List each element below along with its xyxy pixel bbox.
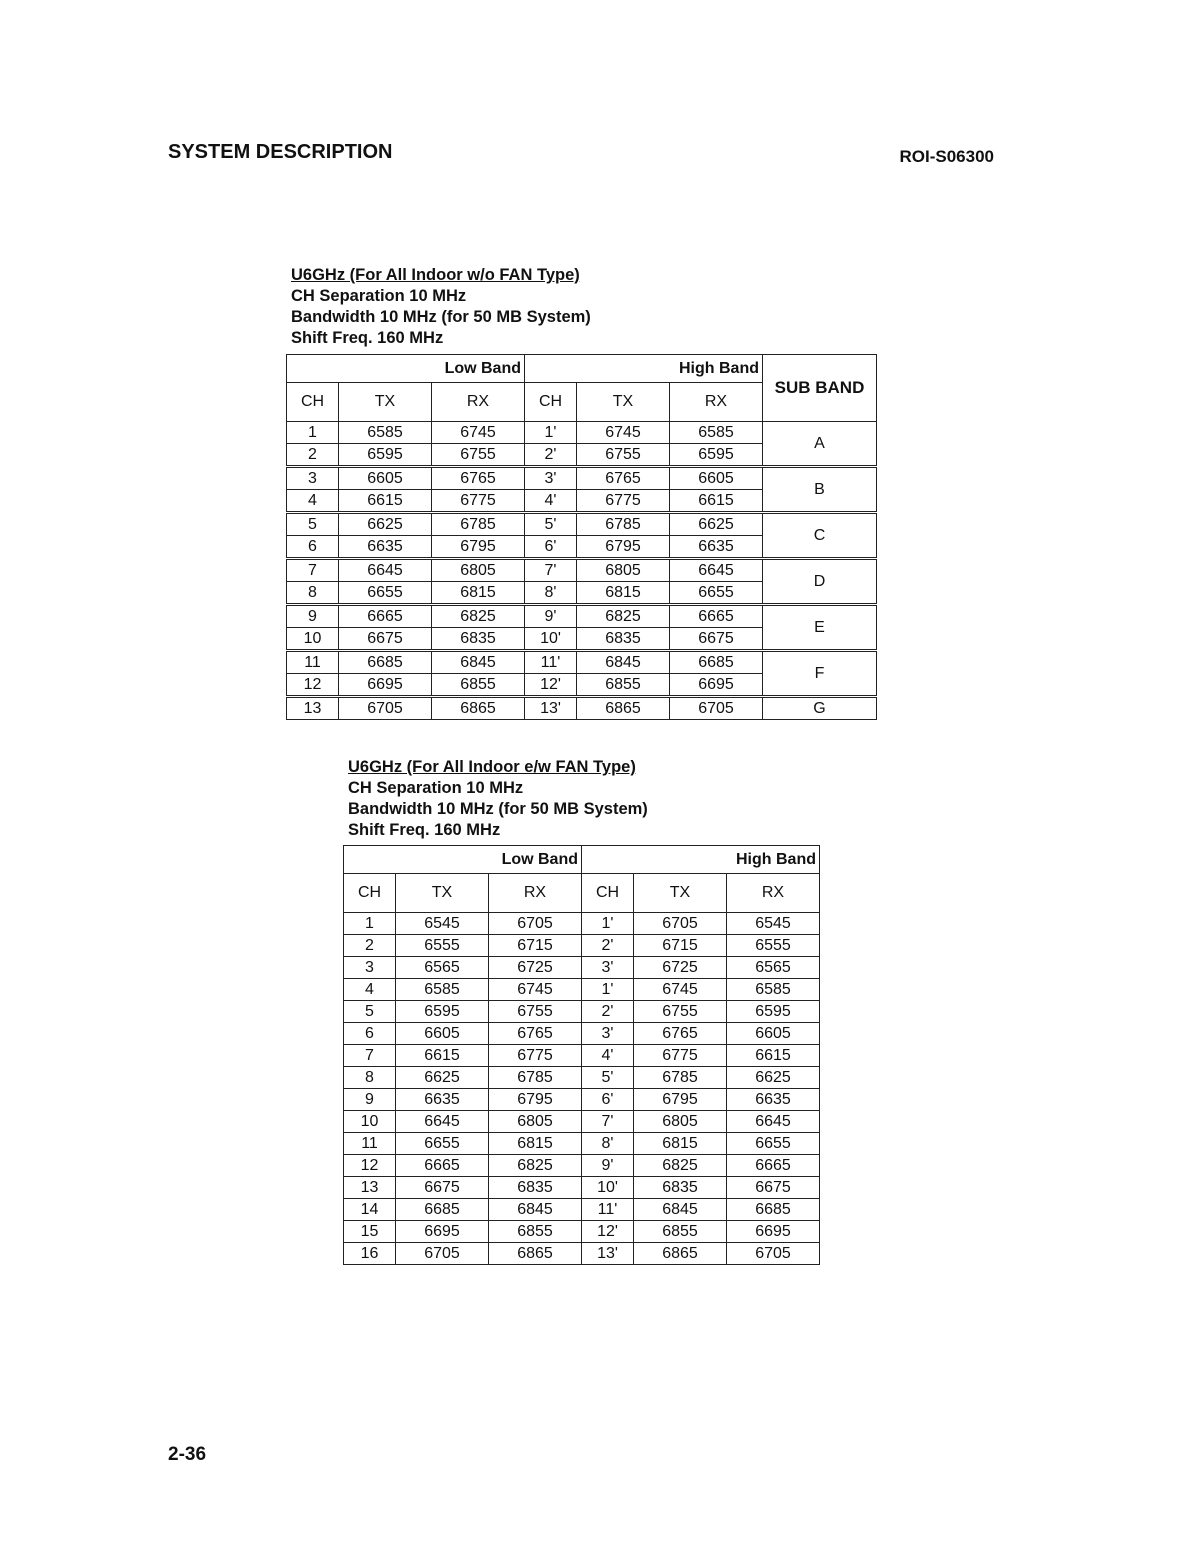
table-cell: 7 — [344, 1045, 396, 1067]
table-cell: 15 — [344, 1221, 396, 1243]
table-cell: 6675 — [727, 1177, 820, 1199]
table-cell: 9 — [344, 1089, 396, 1111]
table2-shift-freq: Shift Freq. 160 MHz — [348, 821, 501, 839]
table-cell: 6835 — [577, 628, 670, 651]
table-cell: 6775 — [432, 490, 525, 513]
table-cell: 8 — [287, 582, 339, 605]
table-cell: 6615 — [670, 490, 763, 513]
table-cell: 7' — [582, 1111, 634, 1133]
table-cell: 6625 — [727, 1067, 820, 1089]
band-header-row — [287, 355, 877, 383]
sub-band-cell: B — [763, 467, 877, 513]
table-cell: 6605 — [670, 467, 763, 490]
table-cell: 6655 — [670, 582, 763, 605]
column-header: RX — [489, 874, 582, 913]
table-cell: 13' — [525, 697, 577, 720]
column-header-row — [344, 874, 820, 913]
table-cell: 4' — [525, 490, 577, 513]
table-cell: 6635 — [727, 1089, 820, 1111]
table-cell: 6745 — [577, 422, 670, 444]
table-cell: 2' — [525, 444, 577, 467]
table-cell: 6655 — [727, 1133, 820, 1155]
table-cell: 11 — [344, 1133, 396, 1155]
table-cell: 12' — [582, 1221, 634, 1243]
high-band-header: High Band — [525, 355, 763, 383]
table-cell: 5 — [287, 513, 339, 536]
table-cell: 3' — [525, 467, 577, 490]
table1-shift-freq: Shift Freq. 160 MHz — [291, 329, 444, 347]
table-cell: 6705 — [396, 1243, 489, 1265]
table-cell: 11' — [582, 1199, 634, 1221]
table-cell: 16 — [344, 1243, 396, 1265]
table-cell: 6765 — [432, 467, 525, 490]
table-cell: 6825 — [432, 605, 525, 628]
table-cell: 6605 — [396, 1023, 489, 1045]
table-cell: 6785 — [489, 1067, 582, 1089]
table-cell: 7' — [525, 559, 577, 582]
table-row — [344, 1045, 820, 1067]
table-cell: 6605 — [339, 467, 432, 490]
table-cell: 6585 — [396, 979, 489, 1001]
table-cell: 6755 — [577, 444, 670, 467]
page-number: 2-36 — [168, 1444, 207, 1465]
sub-band-cell: A — [763, 422, 877, 467]
table-cell: 6545 — [727, 913, 820, 935]
table-cell: 6715 — [634, 935, 727, 957]
table-cell: 12 — [287, 674, 339, 697]
table-cell: 6845 — [489, 1199, 582, 1221]
table-cell: 6665 — [727, 1155, 820, 1177]
table-cell: 10 — [344, 1111, 396, 1133]
table2-ch-separation: CH Separation 10 MHz — [348, 779, 524, 797]
table-cell: 6615 — [727, 1045, 820, 1067]
table-cell: 6 — [287, 536, 339, 559]
table-row — [344, 1067, 820, 1089]
high-band-header: High Band — [582, 846, 820, 874]
table-cell: 6555 — [727, 935, 820, 957]
table-cell: 6855 — [577, 674, 670, 697]
table-cell: 6615 — [339, 490, 432, 513]
table-cell: 6855 — [432, 674, 525, 697]
table2-caption — [348, 757, 648, 841]
table-row — [287, 513, 877, 536]
table-cell: 6565 — [396, 957, 489, 979]
table-cell: 6815 — [432, 582, 525, 605]
table-row — [287, 605, 877, 628]
table-cell: 2' — [582, 1001, 634, 1023]
table-cell: 6795 — [634, 1089, 727, 1111]
table-row — [344, 1177, 820, 1199]
table-cell: 6725 — [634, 957, 727, 979]
table1-ch-separation: CH Separation 10 MHz — [291, 287, 467, 305]
table-cell: 14 — [344, 1199, 396, 1221]
sub-band-cell: C — [763, 513, 877, 559]
table-cell: 6685 — [727, 1199, 820, 1221]
sub-band-header: SUB BAND — [763, 355, 877, 422]
table-cell: 11' — [525, 651, 577, 674]
table-cell: 6765 — [577, 467, 670, 490]
table-cell: 6825 — [577, 605, 670, 628]
table-cell: 6765 — [634, 1023, 727, 1045]
table-cell: 6795 — [432, 536, 525, 559]
table2-title: U6GHz (For All Indoor e/w FAN Type) — [348, 758, 636, 776]
table-cell: 6645 — [727, 1111, 820, 1133]
table-cell: 6685 — [339, 651, 432, 674]
table-cell: 2' — [582, 935, 634, 957]
table-cell: 8' — [525, 582, 577, 605]
table-cell: 4' — [582, 1045, 634, 1067]
table-row — [344, 957, 820, 979]
table-cell: 3' — [582, 957, 634, 979]
table-cell: 6675 — [396, 1177, 489, 1199]
table-cell: 6815 — [577, 582, 670, 605]
low-band-header: Low Band — [344, 846, 582, 874]
table-cell: 9 — [287, 605, 339, 628]
table-cell: 6555 — [396, 935, 489, 957]
table-cell: 6585 — [339, 422, 432, 444]
table-cell: 6635 — [670, 536, 763, 559]
table-cell: 6655 — [339, 582, 432, 605]
table-cell: 6595 — [727, 1001, 820, 1023]
table-row — [344, 1023, 820, 1045]
table-cell: 6825 — [489, 1155, 582, 1177]
table-row — [344, 1199, 820, 1221]
table-cell: 6705 — [727, 1243, 820, 1265]
table-row — [344, 1133, 820, 1155]
table2-bandwidth: Bandwidth 10 MHz (for 50 MB System) — [348, 800, 648, 818]
table-cell: 6825 — [634, 1155, 727, 1177]
table-cell: 1' — [582, 913, 634, 935]
column-header: CH — [287, 383, 339, 422]
table-cell: 6675 — [339, 628, 432, 651]
column-header: CH — [344, 874, 396, 913]
table-cell: 6705 — [339, 697, 432, 720]
table-cell: 6805 — [432, 559, 525, 582]
table-cell: 1 — [287, 422, 339, 444]
table-cell: 6705 — [670, 697, 763, 720]
table-row — [287, 467, 877, 490]
table-row — [344, 913, 820, 935]
table-cell: 10' — [525, 628, 577, 651]
column-header: TX — [634, 874, 727, 913]
table-cell: 6795 — [577, 536, 670, 559]
table-row — [287, 422, 877, 444]
table-row — [287, 651, 877, 674]
table-cell: 6795 — [489, 1089, 582, 1111]
table-cell: 6745 — [634, 979, 727, 1001]
table-cell: 3 — [344, 957, 396, 979]
table-cell: 2 — [287, 444, 339, 467]
table-cell: 6745 — [432, 422, 525, 444]
table-cell: 6835 — [489, 1177, 582, 1199]
section-title: SYSTEM DESCRIPTION — [168, 141, 393, 163]
table-row — [287, 559, 877, 582]
channel-table-with-fan — [343, 845, 820, 1265]
table-cell: 6665 — [670, 605, 763, 628]
table-row — [344, 1111, 820, 1133]
table-cell: 6725 — [489, 957, 582, 979]
table-cell: 6835 — [432, 628, 525, 651]
table-cell: 3' — [582, 1023, 634, 1045]
table-cell: 2 — [344, 935, 396, 957]
table-cell: 6695 — [396, 1221, 489, 1243]
table-cell: 6625 — [339, 513, 432, 536]
table-cell: 4 — [287, 490, 339, 513]
table-cell: 6665 — [396, 1155, 489, 1177]
table-cell: 6565 — [727, 957, 820, 979]
column-header: TX — [396, 874, 489, 913]
sub-band-cell: F — [763, 651, 877, 697]
table-cell: 13 — [287, 697, 339, 720]
table-cell: 6695 — [670, 674, 763, 697]
table-cell: 6785 — [577, 513, 670, 536]
table-cell: 6835 — [634, 1177, 727, 1199]
table-cell: 6685 — [670, 651, 763, 674]
table-cell: 6 — [344, 1023, 396, 1045]
table-cell: 6695 — [727, 1221, 820, 1243]
table-cell: 6845 — [577, 651, 670, 674]
low-band-header: Low Band — [287, 355, 525, 383]
table-cell: 6715 — [489, 935, 582, 957]
table-cell: 7 — [287, 559, 339, 582]
table-cell: 10' — [582, 1177, 634, 1199]
table-row — [287, 697, 877, 720]
table-cell: 6815 — [634, 1133, 727, 1155]
column-header: RX — [727, 874, 820, 913]
sub-band-cell: E — [763, 605, 877, 651]
table-cell: 6685 — [396, 1199, 489, 1221]
table-cell: 6765 — [489, 1023, 582, 1045]
table-cell: 6595 — [396, 1001, 489, 1023]
table-cell: 1 — [344, 913, 396, 935]
table-cell: 13' — [582, 1243, 634, 1265]
table-cell: 6815 — [489, 1133, 582, 1155]
table1-caption — [291, 265, 591, 349]
sub-band-cell: G — [763, 697, 877, 720]
table-cell: 6865 — [432, 697, 525, 720]
table-cell: 6775 — [489, 1045, 582, 1067]
table-cell: 6665 — [339, 605, 432, 628]
table-cell: 6625 — [670, 513, 763, 536]
column-header: TX — [339, 383, 432, 422]
table-row — [344, 1001, 820, 1023]
table-cell: 13 — [344, 1177, 396, 1199]
table-cell: 10 — [287, 628, 339, 651]
table-cell: 9' — [525, 605, 577, 628]
table-row — [344, 1155, 820, 1177]
table-cell: 6855 — [489, 1221, 582, 1243]
table-cell: 6585 — [727, 979, 820, 1001]
table-cell: 9' — [582, 1155, 634, 1177]
table-row — [344, 979, 820, 1001]
table-cell: 6705 — [489, 913, 582, 935]
table-cell: 6805 — [577, 559, 670, 582]
table-cell: 4 — [344, 979, 396, 1001]
column-header: RX — [670, 383, 763, 422]
document-id: ROI-S06300 — [899, 147, 994, 166]
table-cell: 6755 — [432, 444, 525, 467]
table-cell: 6585 — [670, 422, 763, 444]
table-cell: 8' — [582, 1133, 634, 1155]
table-cell: 12 — [344, 1155, 396, 1177]
table-row — [344, 1221, 820, 1243]
table-cell: 6645 — [339, 559, 432, 582]
table-cell: 6805 — [634, 1111, 727, 1133]
column-header: TX — [577, 383, 670, 422]
table1-bandwidth: Bandwidth 10 MHz (for 50 MB System) — [291, 308, 591, 326]
table-cell: 6595 — [339, 444, 432, 467]
table-cell: 11 — [287, 651, 339, 674]
table-cell: 8 — [344, 1067, 396, 1089]
table-cell: 6595 — [670, 444, 763, 467]
table-cell: 6' — [582, 1089, 634, 1111]
table-cell: 5' — [525, 513, 577, 536]
table-cell: 6635 — [339, 536, 432, 559]
table-cell: 6785 — [634, 1067, 727, 1089]
table-cell: 6695 — [339, 674, 432, 697]
table-cell: 6755 — [489, 1001, 582, 1023]
table-cell: 6545 — [396, 913, 489, 935]
table-cell: 6625 — [396, 1067, 489, 1089]
table-cell: 1' — [525, 422, 577, 444]
table-cell: 1' — [582, 979, 634, 1001]
table-cell: 3 — [287, 467, 339, 490]
table-cell: 6645 — [670, 559, 763, 582]
table-cell: 6785 — [432, 513, 525, 536]
table-cell: 6845 — [432, 651, 525, 674]
table-cell: 6845 — [634, 1199, 727, 1221]
table-cell: 6865 — [577, 697, 670, 720]
table-cell: 6855 — [634, 1221, 727, 1243]
channel-table-without-fan — [286, 354, 877, 720]
table-cell: 6755 — [634, 1001, 727, 1023]
table-cell: 6655 — [396, 1133, 489, 1155]
table-cell: 5 — [344, 1001, 396, 1023]
band-header-row — [344, 846, 820, 874]
table-cell: 6865 — [634, 1243, 727, 1265]
table-row — [344, 1243, 820, 1265]
table-cell: 6615 — [396, 1045, 489, 1067]
table-cell: 6635 — [396, 1089, 489, 1111]
table1-title: U6GHz (For All Indoor w/o FAN Type) — [291, 266, 580, 284]
column-header: CH — [525, 383, 577, 422]
table-cell: 6' — [525, 536, 577, 559]
column-header: CH — [582, 874, 634, 913]
table-cell: 6775 — [577, 490, 670, 513]
table-cell: 6705 — [634, 913, 727, 935]
table-cell: 6745 — [489, 979, 582, 1001]
table-cell: 12' — [525, 674, 577, 697]
table-cell: 6805 — [489, 1111, 582, 1133]
table-row — [344, 1089, 820, 1111]
column-header: RX — [432, 383, 525, 422]
table-row — [344, 935, 820, 957]
table-cell: 6645 — [396, 1111, 489, 1133]
table-cell: 6675 — [670, 628, 763, 651]
table-cell: 6865 — [489, 1243, 582, 1265]
table-cell: 6775 — [634, 1045, 727, 1067]
table-cell: 5' — [582, 1067, 634, 1089]
sub-band-cell: D — [763, 559, 877, 605]
table-cell: 6605 — [727, 1023, 820, 1045]
